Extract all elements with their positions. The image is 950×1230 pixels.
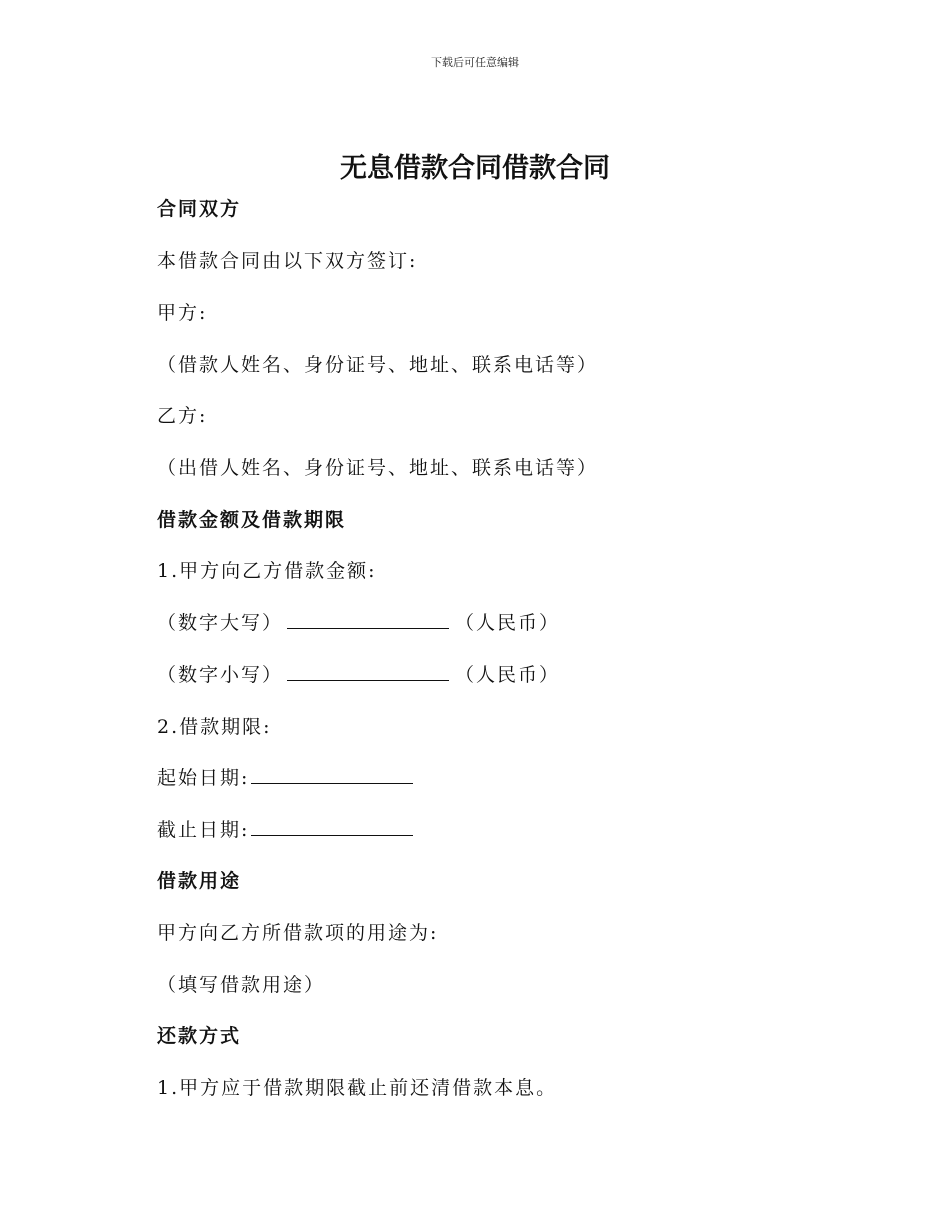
party-b-label: 乙方:	[157, 405, 208, 427]
amount-upper-suffix: （人民币）	[455, 612, 561, 634]
end-date-row	[157, 815, 419, 842]
term-intro: 2.借款期限:	[157, 716, 272, 738]
section-heading-repayment: 还款方式	[157, 1025, 242, 1047]
end-date-label: 截止日期:	[157, 819, 250, 841]
header-note: 下载后可任意编辑	[431, 56, 519, 69]
start-date-label: 起始日期:	[157, 767, 250, 789]
section-heading-parties: 合同双方	[157, 198, 242, 220]
purpose-hint: （填写借款用途）	[157, 974, 326, 996]
amount-lower-label: （数字小写）	[157, 664, 284, 686]
document-title: 无息借款合同借款合同	[340, 153, 610, 184]
start-date-row	[157, 763, 419, 790]
amount-lower-row	[157, 660, 560, 687]
amount-lower-blank[interactable]	[287, 663, 449, 681]
amount-upper-blank[interactable]	[287, 611, 449, 629]
end-date-blank[interactable]	[251, 818, 413, 836]
section-heading-amount-term: 借款金额及借款期限	[157, 509, 347, 531]
party-a-label: 甲方:	[157, 302, 208, 324]
parties-intro: 本借款合同由以下双方签订:	[157, 250, 418, 272]
party-a-hint: （借款人姓名、身份证号、地址、联系电话等）	[157, 354, 599, 376]
amount-lower-suffix: （人民币）	[455, 664, 561, 686]
party-b-hint: （出借人姓名、身份证号、地址、联系电话等）	[157, 457, 599, 479]
amount-upper-label: （数字大写）	[157, 612, 284, 634]
amount-intro: 1.甲方向乙方借款金额:	[157, 560, 377, 582]
section-heading-purpose: 借款用途	[157, 870, 242, 892]
amount-upper-row	[157, 608, 560, 635]
purpose-intro: 甲方向乙方所借款项的用途为:	[157, 922, 439, 944]
start-date-blank[interactable]	[251, 766, 413, 784]
repayment-item-1: 1.甲方应于借款期限截止前还清借款本息。	[157, 1077, 558, 1099]
